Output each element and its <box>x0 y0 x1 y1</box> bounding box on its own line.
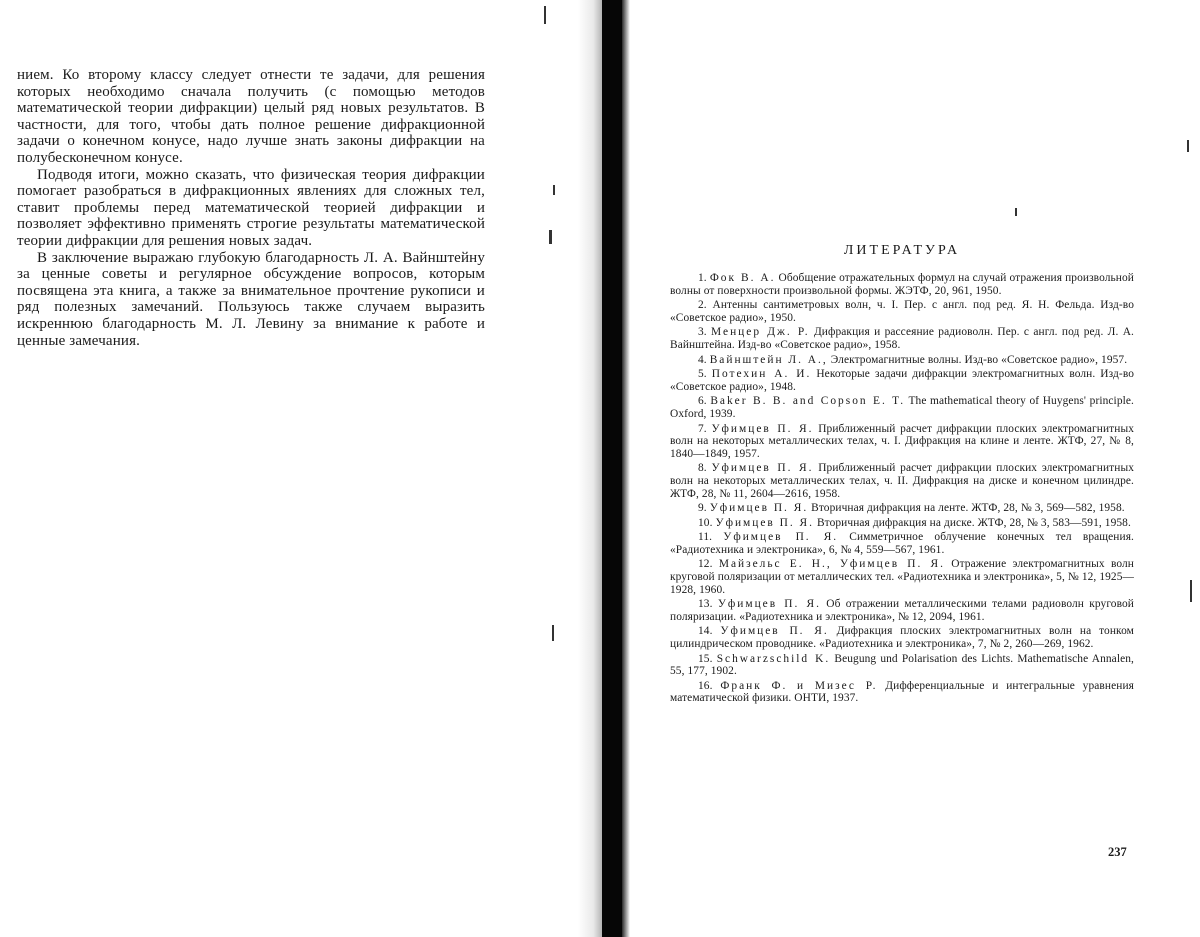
reference-number: 12. <box>698 558 713 571</box>
reference-number: 15. <box>698 652 713 665</box>
reference-text: Приближенный расчет дифракции плоских электромагнитных волн на некоторых металлических телах, ч. I. Дифракция на клине и ленте. ЖТФ, 27, № 8, 1840—1849, 1957. <box>670 422 1134 460</box>
reference-entry <box>670 502 1134 515</box>
reference-entry <box>670 558 1134 596</box>
paragraph: В заключение выражаю глубокую благодарность Л. А. Вайнштейну за ценные советы и регулярное обсуждение вопросов, которым посвящена эта книга, а также за внимательное прочтение рукописи и ряд полезных замечаний. Пользуюсь также случаем выразить искреннюю благодарность М. Л. Левину за внимание к работе и ценные замечания. <box>17 249 485 349</box>
reference-author: Уфимцев П. Я. <box>720 625 829 638</box>
scan-speck <box>549 230 552 244</box>
reference-number: 14. <box>698 625 713 638</box>
reference-entry <box>670 354 1134 367</box>
reference-entry <box>670 462 1134 500</box>
reference-number: 3. <box>698 326 707 339</box>
reference-author: Уфимцев П. Я. <box>711 422 814 435</box>
paragraph: нием. Ко второму классу следует отнести те задачи, для решения которых необходимо сначала получить (с помощью методов математической теории дифракции) целый ряд новых результатов. В частности, для того, чтобы дать полное решение дифракционной задачи о конечном конусе, надо лучше знать законы дифракции на полубесконечном конусе. <box>17 67 485 166</box>
reference-number: 7. <box>698 422 707 435</box>
reference-text: Некоторые задачи дифракции электромагнитных волн. Изд-во «Советское радио», 1948. <box>670 368 1135 393</box>
reference-number: 16. <box>698 679 713 692</box>
reference-number: 13. <box>698 598 713 611</box>
reference-number: 1. <box>698 272 707 284</box>
reference-text: Дифракция и рассеяние радиоволн. Пер. с англ. под ред. Л. А. Вайнштейна. Изд-во «Советское радио», 1958. <box>670 326 1135 351</box>
page-number: 237 <box>1108 845 1127 859</box>
reference-entry <box>670 299 1134 324</box>
reference-text: Обобщение отражательных формул на случай отражения произвольной волны от поверхности произвольной формы. ЖЭТФ, 20, 961, 1950. <box>670 272 1134 297</box>
book-binding <box>602 0 624 937</box>
reference-text: Электромагнитные волны. Изд-во «Советское радио», 1957. <box>830 353 1128 366</box>
reference-author: Майзельс Е. Н., Уфимцев П. Я. <box>718 558 945 571</box>
reference-author: Уфимцев П. Я. <box>723 531 839 544</box>
reference-number: 9. <box>698 502 707 515</box>
left-page-text <box>17 67 485 349</box>
reference-author: Уфимцев П. Я. <box>709 502 809 515</box>
scan-speck <box>1015 208 1017 216</box>
reference-number: 5. <box>698 368 707 381</box>
reference-entry <box>670 272 1134 297</box>
reference-entry <box>670 531 1134 556</box>
paragraph: Подводя итоги, можно сказать, что физическая теория дифракции помогает разобраться в дифракционных явлениях для сложных тел, ставит проблемы перед математической теорией дифракции и позволяет эффективно применять строгие результаты математической теории дифракции для решения новых задач. <box>17 166 485 249</box>
reference-text: The mathematical theory of Huygens' principle. Oxford, 1939. <box>670 395 1134 420</box>
reference-text: Beugung und Polarisation des Lichts. Mathematische Annalen, 55, 177, 1902. <box>670 652 1135 678</box>
reference-entry <box>670 326 1134 351</box>
scan-speck <box>1190 580 1192 602</box>
scan-speck <box>544 6 546 24</box>
reference-text: Об отражении металлическими телами радиоволн круговой поляризации. «Радиотехника и электроника», № 12, 2094, 1961. <box>670 598 1134 623</box>
reference-author: Потехин А. И. <box>711 368 812 381</box>
bibliography-page <box>670 243 1134 707</box>
reference-entry <box>670 653 1134 678</box>
reference-author: Schwarzschild K. <box>716 652 831 665</box>
reference-author: Франк Ф. и Мизес Р. <box>720 679 878 692</box>
reference-author: Baker B. B. and Copson E. T. <box>710 395 906 408</box>
scan-speck <box>1187 140 1189 152</box>
reference-entry <box>670 680 1134 705</box>
reference-number: 11. <box>698 531 713 544</box>
reference-number: 8. <box>698 462 707 475</box>
reference-text: Вторичная дифракция на диске. ЖТФ, 28, № 3, 583—591, 1958. <box>816 516 1131 529</box>
reference-text: Вторичная дифракция на ленте. ЖТФ, 28, № 3, 569—582, 1958. <box>811 502 1125 515</box>
reference-number: 6. <box>698 395 707 408</box>
reference-text: Дифференциальные и интегральные уравнения математической физики. ОНТИ, 1937. <box>670 679 1134 705</box>
reference-entry <box>670 395 1134 420</box>
reference-entry <box>670 625 1134 650</box>
reference-entry <box>670 368 1134 393</box>
scan-speck <box>553 185 555 195</box>
reference-number: 2. <box>698 299 707 312</box>
reference-author: Вайнштейн Л. А., <box>709 353 828 366</box>
reference-author: Уфимцев П. Я. <box>715 516 814 529</box>
reference-author: Уфимцев П. Я. <box>711 462 814 475</box>
scan-speck <box>552 625 554 641</box>
reference-entry <box>670 598 1134 623</box>
reference-author: Менцер Дж. Р. <box>711 326 810 339</box>
reference-text: Приближенный расчет дифракции плоских электромагнитных волн на некоторых металлических телах, ч. II. Дифракция на диске и конечном цилиндре. ЖТФ, 28, № 11, 2604—2616, 1958. <box>670 462 1134 500</box>
reference-text: Антенны сантиметровых волн, ч. I. Пер. с англ. под ред. Я. Н. Фельда. Изд-во «Советское радио», 1950. <box>670 299 1135 324</box>
reference-author: Фок В. А. <box>709 272 776 284</box>
reference-text: Дифракция плоских электромагнитных волн на тонком цилиндрическом проводнике. «Радиотехника и электроника», 7, № 2, 260—269, 1962. <box>670 625 1134 651</box>
reference-text: Симметричное облучение конечных тел вращения. «Радиотехника и электроника», 6, № 4, 559—567, 1961. <box>670 531 1134 556</box>
reference-number: 4. <box>698 353 707 366</box>
reference-entry <box>670 423 1134 461</box>
reference-entry <box>670 517 1134 530</box>
reference-author: Уфимцев П. Я. <box>717 598 821 611</box>
reference-number: 10. <box>698 516 713 529</box>
reference-text: Отражение электромагнитных волн круговой поляризации от металлических тел. «Радиотехника и электроника», 5, № 12, 1925—1928, 1960. <box>670 558 1134 596</box>
bibliography-heading: ЛИТЕРАТУРА <box>843 243 961 258</box>
